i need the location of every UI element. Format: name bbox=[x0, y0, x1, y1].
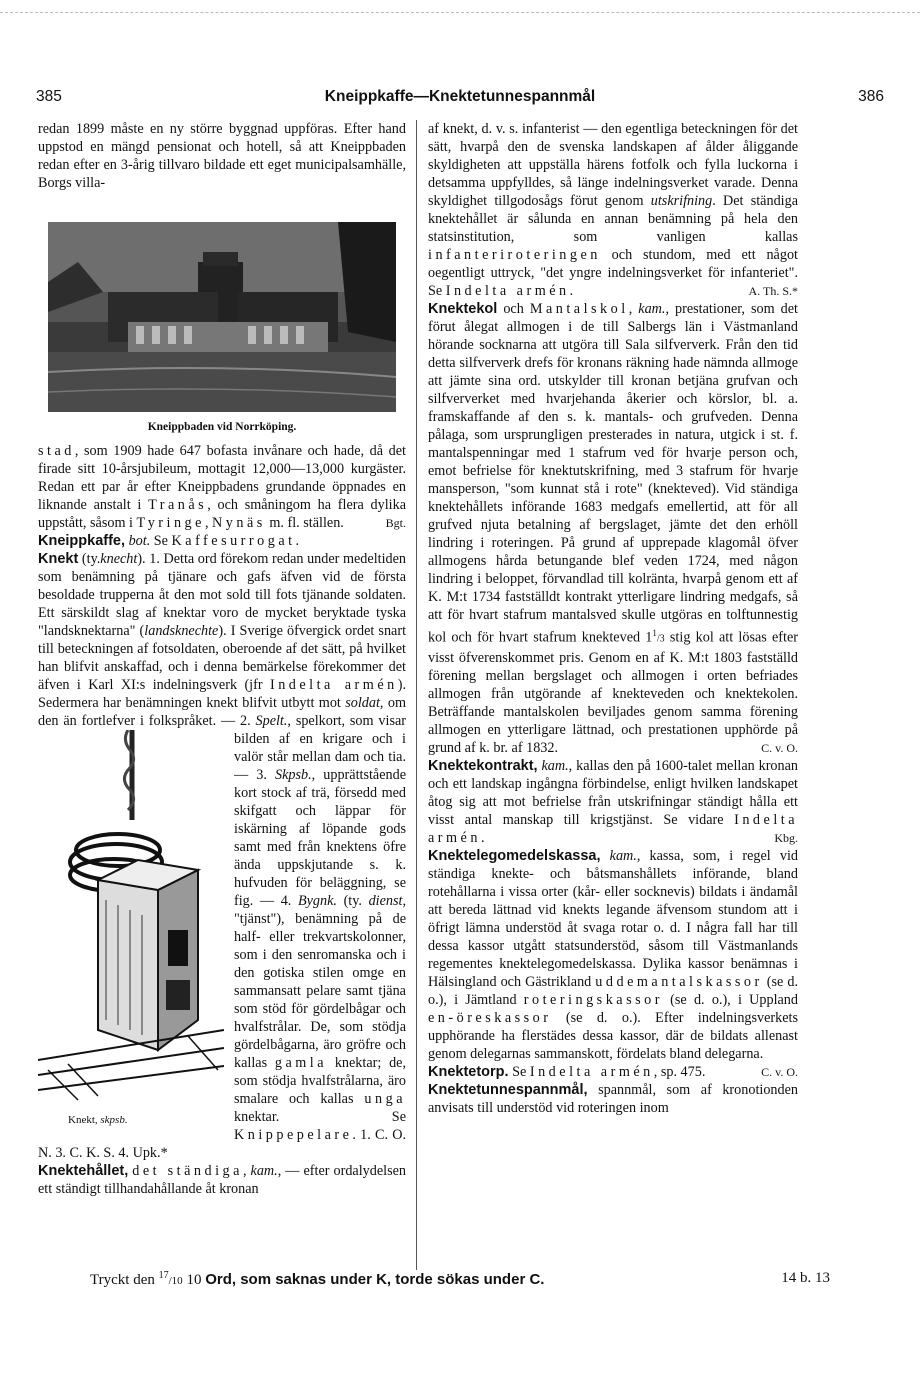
entry-knektetorp bbox=[428, 1063, 798, 1081]
text: , som 1909 hade 647 bofasta invånare och hade, då det firade sitt 10-årsjubileum, mottagit 12,000—13,000 kurgäster. Redan ett par år efter Kneippbadens grundande öppnades en liknande anstalt i bbox=[38, 443, 406, 513]
spaced-word: uddemantalskassor bbox=[595, 973, 763, 990]
cross-reference: Indelta armén bbox=[269, 677, 398, 693]
author-signature: C. v. O. bbox=[761, 1064, 798, 1079]
text: (se d. o.). Efter indelningsverkets upphörande ha flerstädes dessa kassor, där de bildats allenast genom delegarnas sammanskott, fördelats bland delegarna. bbox=[428, 1009, 798, 1062]
photo-caption: Kneippbaden vid Norrköping. bbox=[147, 421, 297, 433]
cross-reference: Kaffesurrogat. bbox=[171, 533, 303, 549]
fraction-denominator: /3 bbox=[656, 633, 665, 645]
text: 1. Detta ord förekom redan under medeltiden som benämning på tjänare och gafs äfven vid de första besoldade trupperna åt den mot sold till fots tjänande soldaten. Ett särskildt slag af knektar voro de mycket beryktade tyska "landsknektarna" ( bbox=[38, 551, 407, 639]
spaced-word: Tyringe bbox=[136, 515, 205, 531]
headword: Knekt bbox=[38, 551, 79, 567]
entry-knektekol: Knektekol och Mantalskol, kam., prestationer, som det förut ålegat allmogen i de till Salbergs län i Västmanland hörande socknarna att utgöra till Sala silfververk. Från den tid detta silfververk drefs för kronans räkning hade nämnda allmoge att jämte sina ord. utskylder till kronan betjäna grufvan och silfververket med hvarjehanda åkerier och körslor, bl. a. framskaffande af den s. k. mantals- och grufveden. Denna pålaga, som ursprungligen presterades in natura, utgick i st. f. mantalspenningar med 1 stafrum ved för hvarje person och, emot befrielse för knektutskrifning, med 3 stafrum för hvarje mansperson, "som kunnat stå i rote" (knekteved). Vid ständiga knektehållets införande 1683 medgafs emellertid, att för all grufved njuta betalning af bergslaget, jämte det den erhöll lindring i roteringen. På grund af upprepade klagomål öfver allmogens hårda betungande blef veden 1724, med någon lindring i beloppet, förvandlad till kolränta, hvarpå genom ett af K. M:t 1734 fastställdt kontrakt ytterligare lindring medgafs, så att för hvart stafrum mantalsved skulle utgöras en tolftunnestig kol och för hvart stafrum knekteved $1^1/3$ stig kol att lösas efter visst öfverenskommet pris. Genom en af K. M:t 1803 fastställd förening mellan bergslaget och allmogen i orten befriades allmogen från utgörande af knekteveden och knektekolen. Beträffande mantalskolen beviljades genom samma förening allmogen en ytterligare lättnad, och prestationen upphörde på grund af k. br. af 1832. C. v. O. bbox=[428, 301, 798, 756]
left-column bbox=[38, 120, 406, 1198]
author-signature: C. v. O. bbox=[761, 740, 798, 755]
knekt-figure bbox=[38, 730, 224, 1129]
entry-knektekontrakt bbox=[428, 757, 798, 847]
date-day: 17 bbox=[158, 1270, 169, 1281]
text: . bbox=[569, 283, 574, 299]
text: , upprättstående kort stock af trä, försedd med skifgatt och läppar för iskärning af löpande gods samt med från knektens öfre ända uppskjutande s. k. hufvuden för beläggning, se fig. — 4. bbox=[234, 767, 406, 909]
text: knektar. Se bbox=[234, 1109, 406, 1125]
spaced-word: Nynäs bbox=[212, 515, 266, 531]
text: , och småningom ha flera dylika uppstått, såsom i bbox=[38, 497, 406, 531]
date-year: 10 bbox=[186, 1272, 202, 1288]
text: , spelkort, som visar bilden af en krigare och i valör står mellan dam och tia. — 3. bbox=[234, 713, 406, 783]
figure-caption bbox=[68, 1114, 128, 1126]
text: Se bbox=[508, 1063, 530, 1080]
text: (ty. bbox=[81, 551, 101, 567]
cross-reference: Knippepelare bbox=[234, 1127, 353, 1143]
entry-knekt bbox=[38, 550, 406, 1162]
scan-edge-line bbox=[0, 12, 920, 13]
italic-term: Skpsb. bbox=[274, 767, 312, 783]
cross-reference: Indelta armén bbox=[445, 283, 570, 299]
cross-reference: Indelta armén bbox=[529, 1063, 654, 1080]
kneippbaden-photo bbox=[48, 222, 396, 412]
paragraph bbox=[38, 442, 406, 532]
text: Se bbox=[153, 533, 168, 549]
author-signature: Bgt. bbox=[385, 516, 406, 530]
headword: Knektekol bbox=[428, 301, 498, 317]
spaced-word: unga bbox=[364, 1091, 406, 1107]
page-footer bbox=[90, 1270, 830, 1289]
headword: Knektetorp. bbox=[428, 1063, 509, 1080]
abbreviation: kam. bbox=[250, 1163, 278, 1179]
entry-kneippkaffe bbox=[38, 532, 406, 550]
text: och bbox=[497, 301, 530, 317]
paragraph: redan 1899 måste en ny större byggnad uppföras. Efter hand uppstod en mängd pensionat och hotell, så att Kneippbaden redan efter en 3-årig tillvaro bildade ett eget municipalsamhälle, Borgs villa- bbox=[38, 121, 406, 191]
italic-term: dienst bbox=[368, 893, 403, 909]
page-number-right: 386 bbox=[858, 88, 884, 105]
headword: Kneippkaffe, bbox=[38, 533, 126, 549]
spaced-word: en-öreskassor bbox=[428, 1009, 552, 1026]
text: , — efter ordalydelsen ett ständigt tillhandahållande åt kronan bbox=[38, 1163, 406, 1197]
fraction-numerator: 1 bbox=[652, 628, 657, 638]
caption-text: Knekt, bbox=[68, 1114, 98, 1126]
text: . bbox=[480, 829, 485, 846]
spaced-word: Mantalskol bbox=[529, 301, 629, 317]
text: ). bbox=[137, 551, 146, 567]
italic-term: soldat bbox=[345, 695, 380, 711]
headword: Knektelegomedelskassa, bbox=[428, 847, 601, 864]
bollard-illustration bbox=[38, 730, 224, 1110]
headword: Knektetunnespannmål, bbox=[428, 1081, 588, 1098]
signature-code: 14 b. 13 bbox=[781, 1270, 830, 1286]
text: ). Sedermera har benämningen knekt blifvit utbytt mot bbox=[38, 677, 406, 711]
spaced-word: gamla bbox=[274, 1055, 328, 1071]
page-header bbox=[36, 88, 884, 110]
text: spannmål, som af kronotionden anvisats till understöd vid roteringen inom bbox=[428, 1081, 798, 1116]
spaced-word: stad bbox=[38, 443, 75, 459]
spaced-word: det ständiga bbox=[132, 1163, 243, 1179]
text: stig kol att lösas efter visst öfverenskommet pris. Genom en af K. M:t 1803 fastställd förening mellan bergslaget och allmogen i orten befriades allmogen från utgörande af knekteveden och knektekolen. Beträffande mantalskolen beviljades genom samma förening allmogen en ytterligare lättnad, och prestationen upphörde på grund af k. br. af 1832. bbox=[428, 629, 798, 756]
page-number-left: 385 bbox=[36, 88, 62, 105]
text: , "tjänst"), benämning på de half- eller trekvartskolonner, som i den senromanska och i den gotiska stilen omge en sammansatt pelare samt tjäna som stöd för gördelbågar och hvalfstrålar. De, som stödja gördelbågarna, äro gröfre och kallas bbox=[234, 893, 407, 1071]
etymology: knecht bbox=[100, 551, 138, 567]
text: , bbox=[204, 515, 213, 531]
text: ). I Sverige öfvergick ordet snart till beteckningen af fotsoldaten, oberoende af det sätt, på hvilket han blifvit anskaffad, och i denna bemärkelse förekommer det äfven i Karl XI:s indelningsverk (jfr bbox=[38, 623, 407, 693]
abbreviation: bot. bbox=[128, 533, 151, 549]
text: (se d. o.), i Uppland bbox=[662, 991, 798, 1008]
italic-term: Bygnk. bbox=[297, 893, 337, 909]
spaced-word: roteringskassor bbox=[523, 991, 663, 1008]
text: (ty. bbox=[336, 893, 369, 909]
author-signature: Kbg. bbox=[774, 830, 798, 845]
page-title: Kneippkaffe—Knektetunnespannmål bbox=[324, 88, 596, 105]
text: , sp. 475. bbox=[653, 1063, 706, 1080]
abbreviation: kam. bbox=[638, 301, 666, 317]
text: , prestationer, som det förut ålegat allmogen i de till Salbergs län i Västmanland hörande socknarna att utgöra till Sala silfververk. Från den tid detta silfververk drefs för kronans räkning hade nämnda allmoge att jämte sina ord. utskylder till kronan betjäna grufvan och silfververket med hvarjehanda åkerier och körslor, bl. a. framskaffande af den s. k. mantals- och grufveden. Denna pålaga, som ursprungligen presterades in natura, utgick i st. f. mantalspenningar med 1 stafrum ved för hvarje person och, emot befrielse för knektutskrifning, med 3 stafrum för hvarje mansperson, "som kunnat stå i rote" (knekteved). Vid ständiga knektehållets införande 1683 medgafs emellertid, att för all grufved njuta betalning af bergslaget, jämte det den erhöll lindring i roteringen. På grund af upprepade klagomål öfver allmogens hårda betungande blef veden 1724, med någon lindring i beloppet, förvandlad till kolränta, hvarpå genom ett af K. M:t 1734 fastställdt kontrakt ytterligare lindring medgafs, så att för hvart stafrum mantalsved skulle utgöras en tolftunnestig kol och för hvart stafrum knekteved 1 bbox=[428, 301, 798, 646]
author-signatures: . 1. C. O. N. 3. C. K. S. 4. Upk.* bbox=[38, 1127, 406, 1161]
footer-notice: Ord, som saknas under K, torde sökas under C. bbox=[205, 1271, 545, 1288]
italic-term: landsknechte bbox=[144, 623, 219, 639]
cross-reference: Indelta armén bbox=[428, 811, 798, 846]
column-divider bbox=[416, 120, 417, 1270]
text: , om den än fortlefver i folkspråket. — 2. bbox=[38, 695, 406, 729]
abbreviation: kam. bbox=[609, 847, 637, 864]
text: knektar; de, som stödja hvalfstrålarna, äro smalare och kallas bbox=[234, 1055, 407, 1107]
abbreviation: kam. bbox=[541, 757, 569, 774]
right-column bbox=[428, 120, 798, 1117]
author-signature: A. Th. S.* bbox=[748, 284, 798, 298]
headword: Knektekontrakt, bbox=[428, 757, 538, 774]
headword: Knektehållet, bbox=[38, 1163, 129, 1179]
entry-knektetunnespannmal bbox=[428, 1081, 798, 1117]
spaced-word: Tranås bbox=[148, 497, 208, 513]
text: , kallas den på 1600-talet mellan kronan och ett landskap ingångna förbindelse, enligt hvilken landskapet åtog sig att mot befrielse från utskrifningar ständigt hålla ett visst antal manskap till krigstjänst. Se vidare bbox=[428, 757, 798, 828]
spaced-word: infanteriroteringen bbox=[428, 247, 601, 263]
text: och stundom, med ett något oegentligt uttryck, "det yngre indelningsverket för infanteriet". Se bbox=[428, 247, 798, 299]
text: , kassa, som, i regel vid ständiga knekte- och båtsmanshållets införande, bland rotehållarna i vissa orter (kår- eller socknevis) bildats i ändamål att bereda lättnad vid knekts legande äfvensom stundom att i öfrigt lämna understöd åt svaga rotar o. d. I några fall har till dessa kassor utgått statsunderstöd, såsom till Västmanlands regementes knektelegomedelskassa. Dylika kassor benämnas i Hälsingland och Gästrikland bbox=[428, 847, 799, 990]
text: . Det ständiga knektehållet är sålunda en annan benämning på hela den statsinstitution, som vanligen kallas bbox=[428, 193, 798, 245]
italic-term: utskrifning bbox=[650, 193, 713, 209]
date-month: /10 bbox=[168, 1275, 183, 1287]
text: (se d. o.), i Jämtland bbox=[428, 973, 798, 1008]
entry-knektehallet: Knektehållet, det ständiga, kam., — efter ordalydelsen ett ständigt tillhandahållande åt kronan bbox=[38, 1163, 406, 1197]
caption-italic: skpsb. bbox=[100, 1114, 128, 1126]
italic-term: Spelt. bbox=[255, 713, 288, 729]
text: af knekt, d. v. s. infanterist — den egentliga beteckningen för det sätt, hvarpå den de svenska landskapen af ålder åliggande skyldigheten att uppställa härens fotfolk och fylla luckorna i detsamma uppfylldes, så länge indelningsverket varade. Denna skyldighet tillgodosågs förut genom bbox=[428, 121, 798, 209]
printed-label: Tryckt den bbox=[90, 1272, 155, 1288]
text: m. fl. ställen. bbox=[265, 515, 344, 531]
paragraph bbox=[428, 120, 798, 300]
